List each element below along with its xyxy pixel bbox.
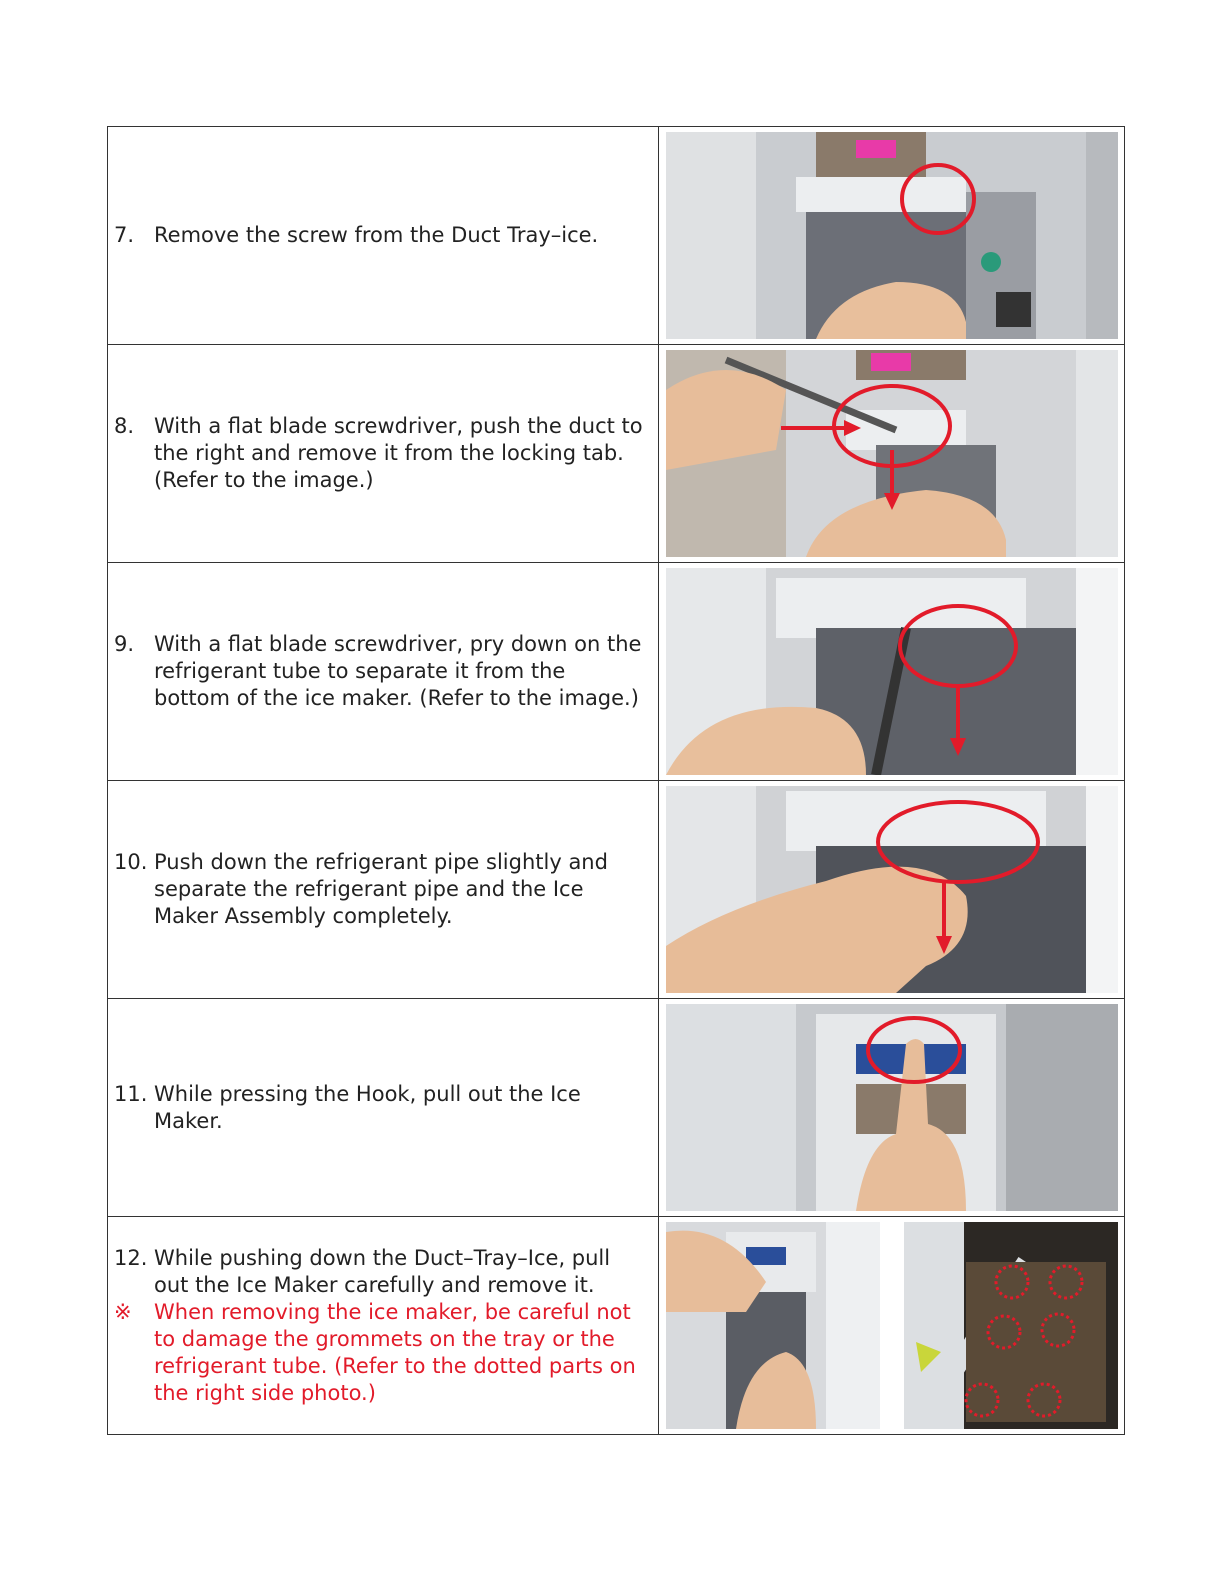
step-11 (108, 1081, 658, 1135)
step-photo-cell (659, 127, 1125, 345)
step-photo-cell (659, 345, 1125, 563)
step-instruction: While pressing the Hook, pull out the Ice Maker. (154, 1081, 581, 1133)
step-instruction: While pushing down the Duct–Tray–Ice, pull out the Ice Maker carefully and remove it. (154, 1245, 611, 1297)
step-text-cell (108, 345, 659, 563)
step-number: 9. (114, 632, 135, 656)
step-instruction: With a flat blade screwdriver, push the duct to the right and remove it from the locking tab. (Refer to the image.) (154, 414, 643, 492)
step-11-photo (666, 1004, 1118, 1211)
step-7 (108, 222, 658, 249)
step-row (108, 781, 1125, 999)
warning-text: When removing the ice maker, be careful not to damage the grommets on the tray or the refrigerant tube. (Refer to the dotted parts on the right side photo.) (154, 1299, 636, 1405)
step-10-photo (666, 786, 1118, 993)
step-number: 7. (114, 223, 135, 247)
step-12-right-photo (904, 1222, 1118, 1429)
note-mark: ※ (114, 1299, 132, 1324)
step-row (108, 1217, 1125, 1435)
procedure-table (107, 126, 1125, 1435)
step-instruction: Remove the screw from the Duct Tray–ice. (154, 223, 599, 247)
step-text-cell (108, 781, 659, 999)
step-photo-cell (659, 781, 1125, 999)
step-instruction: Push down the refrigerant pipe slightly and separate the refrigerant pipe and the Ice Maker Assembly completely. (154, 850, 608, 928)
step-12 (108, 1245, 658, 1299)
step-12-left-photo (666, 1222, 880, 1429)
warning-note (108, 1299, 658, 1407)
step-photo-cell (659, 563, 1125, 781)
step-text-cell (108, 127, 659, 345)
step-12-photos (666, 1222, 1118, 1429)
step-row (108, 345, 1125, 563)
step-row (108, 563, 1125, 781)
step-instruction: With a flat blade screwdriver, pry down on the refrigerant tube to separate it from the bottom of the ice maker. (Refer to the image.) (154, 632, 642, 710)
step-9 (108, 631, 658, 712)
step-number: 8. (114, 414, 135, 438)
step-number: 12. (114, 1245, 148, 1270)
step-row (108, 999, 1125, 1217)
step-8-photo (666, 350, 1118, 557)
step-10 (108, 849, 658, 930)
step-text-cell (108, 1217, 659, 1435)
step-8 (108, 413, 658, 494)
step-text-cell (108, 563, 659, 781)
step-row (108, 127, 1125, 345)
step-text-cell (108, 999, 659, 1217)
step-photo-cell (659, 1217, 1125, 1435)
step-9-photo (666, 568, 1118, 775)
step-number: 10. (114, 850, 148, 874)
step-number: 11. (114, 1081, 148, 1106)
step-7-photo (666, 132, 1118, 339)
step-photo-cell (659, 999, 1125, 1217)
